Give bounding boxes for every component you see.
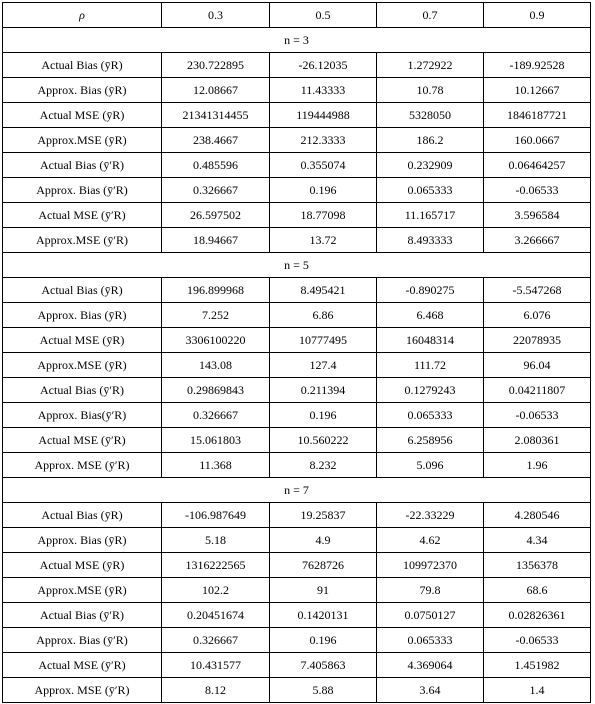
- table-cell: 119444988: [270, 103, 377, 128]
- row-label: Approx. MSE (ȳ′R): [3, 678, 162, 703]
- table-cell: 4.34: [484, 528, 591, 553]
- table-cell: 16048314: [377, 328, 484, 353]
- table-cell: 4.9: [270, 528, 377, 553]
- rho-value-header: 0.7: [377, 3, 484, 28]
- table-cell: 0.326667: [162, 628, 270, 653]
- table-cell: 1.451982: [484, 653, 591, 678]
- row-label: Actual Bias (ȳR): [3, 53, 162, 78]
- table-cell: 160.0667: [484, 128, 591, 153]
- results-table: [2, 2, 591, 703]
- row-label: Actual Bias (ȳ′R): [3, 603, 162, 628]
- table-cell: 8.232: [270, 453, 377, 478]
- sample-size-label: n = 5: [3, 253, 591, 278]
- header-row: [3, 3, 591, 28]
- section-header-row: [3, 253, 591, 278]
- row-label: Approx. Bias (ȳR): [3, 303, 162, 328]
- table-cell: 0.29869843: [162, 378, 270, 403]
- table-cell: 2.080361: [484, 428, 591, 453]
- table-cell: 0.196: [270, 178, 377, 203]
- row-label: Approx.MSE (ȳR): [3, 353, 162, 378]
- table-cell: 5.88: [270, 678, 377, 703]
- table-cell: 13.72: [270, 228, 377, 253]
- table-cell: -0.890275: [377, 278, 484, 303]
- table-cell: 3.64: [377, 678, 484, 703]
- table-cell: 26.597502: [162, 203, 270, 228]
- table-cell: 5328050: [377, 103, 484, 128]
- table-row: [3, 628, 591, 653]
- table-cell: 186.2: [377, 128, 484, 153]
- section-header-row: [3, 28, 591, 53]
- row-label: Actual MSE (ȳR): [3, 103, 162, 128]
- table-cell: -189.92528: [484, 53, 591, 78]
- row-label: Approx. MSE (ȳ′R): [3, 453, 162, 478]
- table-row: [3, 103, 591, 128]
- table-cell: 10.431577: [162, 653, 270, 678]
- results-table-container: [2, 2, 591, 703]
- table-row: [3, 153, 591, 178]
- table-cell: 196.899968: [162, 278, 270, 303]
- table-row: [3, 428, 591, 453]
- table-cell: 3306100220: [162, 328, 270, 353]
- row-label: Approx. Bias (ȳ′R): [3, 178, 162, 203]
- table-cell: 11.368: [162, 453, 270, 478]
- table-cell: 0.232909: [377, 153, 484, 178]
- table-cell: 91: [270, 578, 377, 603]
- table-cell: 0.326667: [162, 403, 270, 428]
- table-row: [3, 453, 591, 478]
- table-cell: 11.165717: [377, 203, 484, 228]
- table-row: [3, 128, 591, 153]
- table-cell: 19.25837: [270, 503, 377, 528]
- row-label: Actual MSE (ȳR): [3, 553, 162, 578]
- row-label: Actual MSE (ȳ′R): [3, 653, 162, 678]
- table-cell: 0.211394: [270, 378, 377, 403]
- table-row: [3, 653, 591, 678]
- table-cell: 0.02826361: [484, 603, 591, 628]
- table-cell: 0.065333: [377, 178, 484, 203]
- row-label: Approx.MSE (ȳ′R): [3, 228, 162, 253]
- table-cell: 1356378: [484, 553, 591, 578]
- table-cell: -106.987649: [162, 503, 270, 528]
- row-label: Actual MSE (ȳR): [3, 328, 162, 353]
- table-cell: 0.0750127: [377, 603, 484, 628]
- table-row: [3, 53, 591, 78]
- table-cell: 1.272922: [377, 53, 484, 78]
- table-cell: 0.065333: [377, 403, 484, 428]
- table-cell: 10.78: [377, 78, 484, 103]
- sample-size-label: n = 7: [3, 478, 591, 503]
- table-cell: 10.560222: [270, 428, 377, 453]
- table-cell: 6.86: [270, 303, 377, 328]
- results-table-body: [3, 3, 591, 703]
- table-row: [3, 78, 591, 103]
- table-cell: 1846187721: [484, 103, 591, 128]
- table-cell: 4.62: [377, 528, 484, 553]
- row-label: Approx.MSE (ȳR): [3, 128, 162, 153]
- table-cell: 3.596584: [484, 203, 591, 228]
- table-cell: 102.2: [162, 578, 270, 603]
- table-row: [3, 178, 591, 203]
- table-row: [3, 678, 591, 703]
- rho-value-header: 0.9: [484, 3, 591, 28]
- table-cell: 230.722895: [162, 53, 270, 78]
- row-label: Approx. Bias(ȳ′R): [3, 403, 162, 428]
- table-cell: 0.1279243: [377, 378, 484, 403]
- table-cell: -22.33229: [377, 503, 484, 528]
- row-label: Actual Bias (ȳ′R): [3, 378, 162, 403]
- table-cell: 3.266667: [484, 228, 591, 253]
- table-cell: 212.3333: [270, 128, 377, 153]
- table-cell: -0.06533: [484, 403, 591, 428]
- table-cell: 8.493333: [377, 228, 484, 253]
- table-cell: 0.20451674: [162, 603, 270, 628]
- table-row: [3, 503, 591, 528]
- table-cell: 68.6: [484, 578, 591, 603]
- table-cell: 18.77098: [270, 203, 377, 228]
- table-cell: 15.061803: [162, 428, 270, 453]
- table-row: [3, 353, 591, 378]
- table-cell: 10.12667: [484, 78, 591, 103]
- table-cell: 1.4: [484, 678, 591, 703]
- rho-value-header: 0.3: [162, 3, 270, 28]
- table-cell: -26.12035: [270, 53, 377, 78]
- table-cell: 18.94667: [162, 228, 270, 253]
- row-label: Approx. Bias (ȳ′R): [3, 628, 162, 653]
- table-cell: 5.18: [162, 528, 270, 553]
- table-row: [3, 378, 591, 403]
- sample-size-label: n = 3: [3, 28, 591, 53]
- table-cell: 4.280546: [484, 503, 591, 528]
- table-cell: -0.06533: [484, 628, 591, 653]
- table-cell: 111.72: [377, 353, 484, 378]
- table-cell: 6.076: [484, 303, 591, 328]
- table-cell: 12.08667: [162, 78, 270, 103]
- table-cell: 7628726: [270, 553, 377, 578]
- table-cell: -0.06533: [484, 178, 591, 203]
- table-cell: -5.547268: [484, 278, 591, 303]
- table-cell: 0.06464257: [484, 153, 591, 178]
- table-cell: 22078935: [484, 328, 591, 353]
- table-cell: 5.096: [377, 453, 484, 478]
- row-label: Approx. Bias (ȳR): [3, 528, 162, 553]
- table-cell: 238.4667: [162, 128, 270, 153]
- row-label: Actual MSE (ȳ′R): [3, 203, 162, 228]
- table-cell: 0.04211807: [484, 378, 591, 403]
- table-cell: 4.369064: [377, 653, 484, 678]
- table-cell: 109972370: [377, 553, 484, 578]
- table-cell: 0.355074: [270, 153, 377, 178]
- table-cell: 79.8: [377, 578, 484, 603]
- table-row: [3, 528, 591, 553]
- table-row: [3, 228, 591, 253]
- table-row: [3, 328, 591, 353]
- section-header-row: [3, 478, 591, 503]
- row-label: Actual Bias (ȳ′R): [3, 153, 162, 178]
- table-row: [3, 578, 591, 603]
- table-cell: 1.96: [484, 453, 591, 478]
- table-cell: 8.12: [162, 678, 270, 703]
- table-cell: 0.326667: [162, 178, 270, 203]
- row-label: Actual Bias (ȳR): [3, 503, 162, 528]
- table-cell: 7.405863: [270, 653, 377, 678]
- row-label: Actual MSE (ȳ′R): [3, 428, 162, 453]
- table-cell: 10777495: [270, 328, 377, 353]
- table-row: [3, 203, 591, 228]
- table-cell: 96.04: [484, 353, 591, 378]
- rho-header: ρ: [3, 3, 162, 28]
- table-cell: 6.468: [377, 303, 484, 328]
- table-row: [3, 303, 591, 328]
- table-row: [3, 603, 591, 628]
- table-cell: 1316222565: [162, 553, 270, 578]
- table-cell: 127.4: [270, 353, 377, 378]
- table-cell: 0.485596: [162, 153, 270, 178]
- table-cell: 0.1420131: [270, 603, 377, 628]
- table-cell: 0.196: [270, 628, 377, 653]
- rho-value-header: 0.5: [270, 3, 377, 28]
- row-label: Approx. Bias (ȳR): [3, 78, 162, 103]
- table-cell: 8.495421: [270, 278, 377, 303]
- table-cell: 7.252: [162, 303, 270, 328]
- row-label: Approx.MSE (ȳR): [3, 578, 162, 603]
- table-cell: 11.43333: [270, 78, 377, 103]
- table-cell: 0.065333: [377, 628, 484, 653]
- table-row: [3, 553, 591, 578]
- table-row: [3, 403, 591, 428]
- table-cell: 0.196: [270, 403, 377, 428]
- table-cell: 6.258956: [377, 428, 484, 453]
- table-row: [3, 278, 591, 303]
- table-cell: 21341314455: [162, 103, 270, 128]
- row-label: Actual Bias (ȳR): [3, 278, 162, 303]
- table-cell: 143.08: [162, 353, 270, 378]
